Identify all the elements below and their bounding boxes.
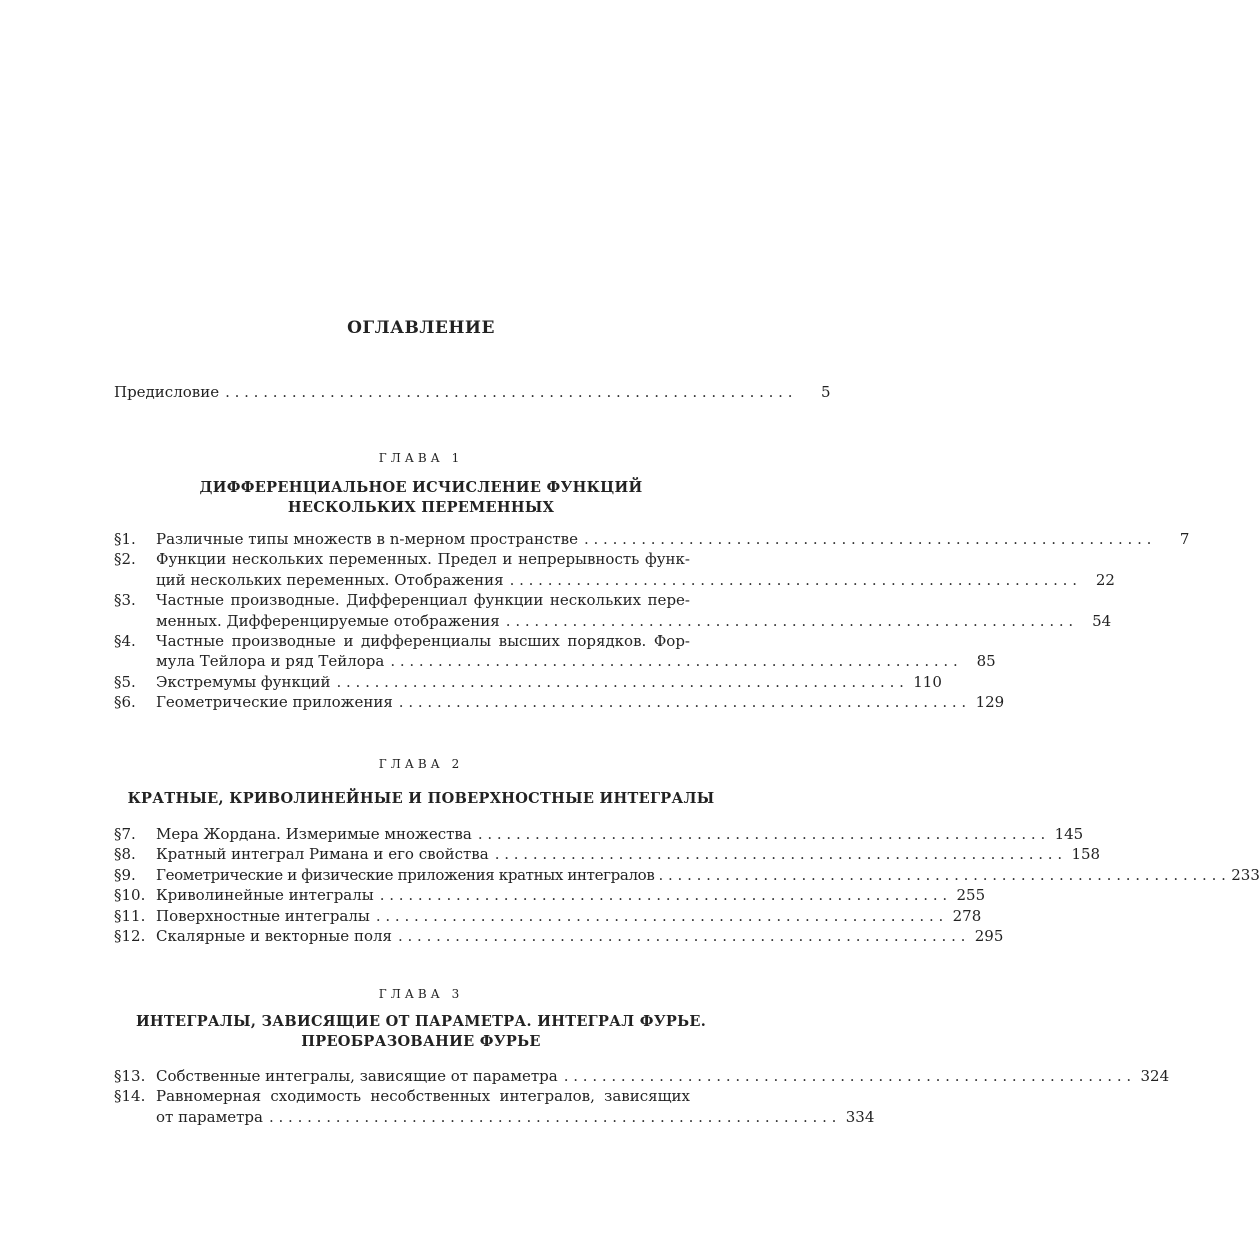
dot-leader: . . . . . . . . . . . . . . . . . . . . . . . . . . . . . . . . . . . . . . . . . . . . . . . . . . . . . . . . . . . . [509,570,1077,589]
page-number: 85 [976,652,996,671]
toc-entry-1[interactable] [114,529,1190,549]
chapter-title-line: НЕСКОЛЬКИХ ПЕРЕМЕННЫХ [287,499,555,516]
toc-entry-9[interactable] [114,865,1260,885]
chapter-title-line: ИНТЕГРАЛЫ, ЗАВИСЯЩИЕ ОТ ПАРАМЕТРА. ИНТЕГРАЛ ФУРЬЕ. [135,1013,707,1030]
page-number: 110 [913,672,942,691]
dot-leader: . . . . . . . . . . . . . . . . . . . . . . . . . . . . . . . . . . . . . . . . . . . . . . . . . . . . . . . . . . . . [390,652,958,671]
section-number: §12. [114,927,146,946]
section-number: §1. [114,530,136,548]
page-number: 5 [820,383,831,401]
dot-leader: . . . . . . . . . . . . . . . . . . . . . . . . . . . . . . . . . . . . . . . . . . . . . . . . . . . . . . . . . . . . [563,1067,1132,1085]
chapter-label: ГЛАВА 2 [378,757,464,771]
section-title: Различные типы множеств в n-мерном пространстве [156,530,578,548]
dot-leader: . . . . . . . . . . . . . . . . . . . . . . . . . . . . . . . . . . . . . . . . . . . . . . . . . . . . . . . . . . . . [583,530,1152,548]
page-number: 129 [975,693,1005,712]
section-number: §14. [114,1087,146,1106]
section-number: §9. [114,865,136,884]
chapter-title [114,478,728,518]
toc-entry-6[interactable] [114,692,1005,712]
section-number: §8. [114,845,136,864]
chapter-3 [114,984,1170,1127]
page-number: 278 [952,906,982,925]
toc-entry-11[interactable] [114,906,982,926]
toc-entry-4[interactable] [114,631,996,672]
page-number: 334 [845,1107,875,1126]
section-title-line: от параметра [156,1107,263,1126]
toc-entry-5[interactable] [114,672,942,692]
section-number: §5. [114,672,136,691]
page-number: 295 [974,927,1004,946]
page-number: 255 [956,886,986,905]
toc-entry-8[interactable] [114,844,1101,864]
section-number: §7. [114,825,136,843]
section-number: §3. [114,591,136,610]
chapter-title [114,789,728,809]
page-number: 145 [1054,825,1084,843]
section-title: Мера Жордана. Измеримые множества [156,825,472,843]
dot-leader: . . . . . . . . . . . . . . . . . . . . . . . . . . . . . . . . . . . . . . . . . . . . . . . . . . . . . . . . . . . . [494,845,1063,864]
section-title: Криволинейные интегралы [156,886,374,905]
section-title-line: Функции нескольких переменных. Предел и непрерывность функ- [156,550,690,569]
section-title-line: ций нескольких переменных. Отображения [156,570,504,589]
chapter-label: ГЛАВА 3 [378,987,464,1001]
page-number: 158 [1071,845,1101,864]
section-title: Геометрические и физические приложения кратных интегралов [156,865,655,884]
dot-leader: . . . . . . . . . . . . . . . . . . . . . . . . . . . . . . . . . . . . . . . . . . . . . . . . . . . . . . . . . . . . [379,886,948,905]
section-title-line: Частные производные. Дифференциал функции нескольких пере- [156,591,690,610]
dot-leader: . . . . . . . . . . . . . . . . . . . . . . . . . . . . . . . . . . . . . . . . . . . . . . . . . . . . . . . . . . . . [658,865,1226,884]
section-title-line: Частные производные и дифференциалы высших порядков. Фор- [156,632,690,651]
page-number: 54 [1092,611,1112,630]
section-title: Скалярные и векторные поля [156,927,392,946]
chapter-label: ГЛАВА 1 [378,451,464,465]
section-number: §10. [114,886,146,905]
toc-entry-2[interactable] [114,549,1115,590]
section-title: Экстремумы функций [156,672,331,691]
dot-leader: . . . . . . . . . . . . . . . . . . . . . . . . . . . . . . . . . . . . . . . . . . . . . . . . . . . . . . . . . . . . [505,611,1074,630]
chapter-title-line: КРАТНЫЕ, КРИВОЛИНЕЙНЫЕ И ПОВЕРХНОСТНЫЕ ИНТЕГРАЛЫ [127,790,715,807]
dot-leader: . . . . . . . . . . . . . . . . . . . . . . . . . . . . . . . . . . . . . . . . . . . . . . . . . . . . . . . . . . . . [268,1107,837,1126]
section-title: Кратный интеграл Римана и его свойства [156,845,489,864]
chapter-title-line: ДИФФЕРЕНЦИАЛЬНОЕ ИСЧИСЛЕНИЕ ФУНКЦИЙ [199,479,643,496]
dot-leader: . . . . . . . . . . . . . . . . . . . . . . . . . . . . . . . . . . . . . . . . . . . . . . . . . . . . . . . . . . . . [477,825,1046,843]
chapter-1 [114,448,1190,713]
section-title: Собственные интегралы, зависящие от параметра [156,1067,558,1085]
section-title-line: Равномерная сходимость несобственных интегралов, зависящих [156,1087,690,1106]
section-number: §6. [114,693,136,712]
page-number: 233 [1231,865,1260,884]
section-title-line: менных. Дифференцируемые отображения [156,611,500,630]
section-title: Геометрические приложения [156,693,393,712]
section-number: §2. [114,550,136,569]
toc-entry-7[interactable] [114,824,1084,844]
section-title: Поверхностные интегралы [156,906,370,925]
dot-leader: . . . . . . . . . . . . . . . . . . . . . . . . . . . . . . . . . . . . . . . . . . . . . . . . . . . . . . . . . . . . [225,383,793,401]
toc-entry-3[interactable] [114,590,1112,631]
section-number: §4. [114,632,136,651]
section-number: §13. [114,1067,146,1085]
dot-leader: . . . . . . . . . . . . . . . . . . . . . . . . . . . . . . . . . . . . . . . . . . . . . . . . . . . . . . . . . . . . [398,693,967,712]
dot-leader: . . . . . . . . . . . . . . . . . . . . . . . . . . . . . . . . . . . . . . . . . . . . . . . . . . . . . . . . . . . . [336,672,904,691]
page-title: ОГЛАВЛЕНИЕ [347,318,495,338]
section-number: §11. [114,906,146,925]
preface-text: Предисловие [114,383,220,401]
preface-entry[interactable] [114,382,831,402]
section-title-line: мула Тейлора и ряд Тейлора [156,652,385,671]
dot-leader: . . . . . . . . . . . . . . . . . . . . . . . . . . . . . . . . . . . . . . . . . . . . . . . . . . . . . . . . . . . . [375,906,944,925]
page-number: 324 [1140,1067,1170,1085]
toc-entry-14[interactable] [114,1086,875,1127]
chapter-2 [114,754,1260,946]
page-number: 7 [1179,530,1190,548]
toc-entry-12[interactable] [114,926,1004,946]
chapter-title [114,1012,728,1052]
chapter-title-line: ПРЕОБРАЗОВАНИЕ ФУРЬЕ [301,1033,541,1050]
dot-leader: . . . . . . . . . . . . . . . . . . . . . . . . . . . . . . . . . . . . . . . . . . . . . . . . . . . . . . . . . . . . [397,927,966,946]
page-number: 22 [1095,570,1115,589]
toc-entry-13[interactable] [114,1066,1170,1086]
toc-entry-10[interactable] [114,885,986,905]
